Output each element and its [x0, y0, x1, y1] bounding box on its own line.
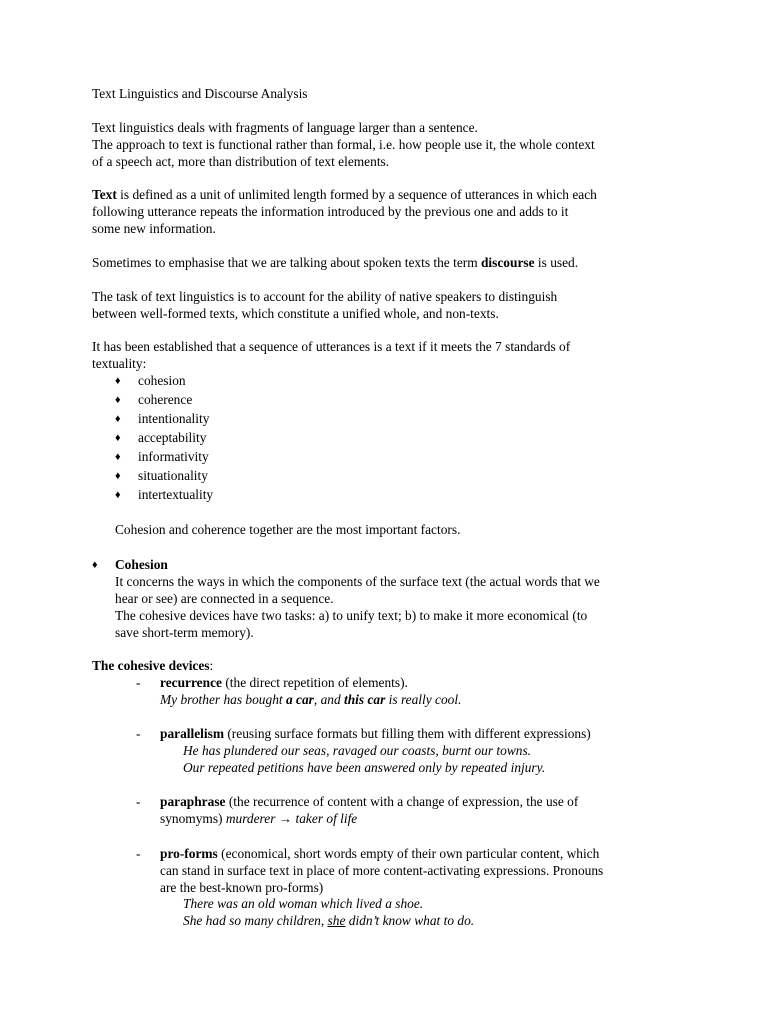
standards-line-1: It has been established that a sequence of utterances is a text if it meets the 7 standards of	[92, 339, 571, 354]
important-factors: Cohesion and coherence together are the most important factors.	[115, 522, 461, 537]
paraphrase-line-2: synomyms) murderer → taker of life	[160, 811, 358, 826]
diamond-bullet-icon: ♦	[115, 375, 121, 387]
paraphrase-term: paraphrase	[160, 794, 226, 809]
cohesion-line-3: The cohesive devices have two tasks: a) to unify text; b) to make it more economical (to	[115, 608, 588, 623]
diamond-bullet-icon: ♦	[115, 432, 121, 444]
diamond-bullet-icon: ♦	[115, 394, 121, 406]
parallelism-term: parallelism	[160, 726, 224, 741]
cohesion-heading: Cohesion	[115, 557, 168, 572]
proforms-line-3: are the best-known pro-forms)	[160, 880, 324, 895]
discourse-term: discourse	[480, 255, 535, 270]
document-title: Text Linguistics and Discourse Analysis	[92, 86, 308, 101]
parallelism-definition: parallelism (reusing surface formats but filling them with different expressions)	[160, 726, 591, 741]
intro-line-2: The approach to text is functional rather than formal, i.e. how people use it, the whole context	[92, 137, 595, 152]
standards-line-2: textuality:	[92, 356, 147, 371]
intro-line-1: Text linguistics deals with fragments of language larger than a sentence.	[92, 120, 478, 135]
recurrence-example: My brother has bought a car, and this car is really cool.	[160, 692, 462, 707]
diamond-bullet-icon: ♦	[115, 470, 121, 482]
diamond-bullet-icon: ♦	[115, 413, 121, 425]
right-arrow-icon: →	[278, 811, 293, 826]
diamond-bullet-icon: ♦	[92, 559, 98, 571]
paraphrase-definition: paraphrase (the recurrence of content with a change of expression, the use of	[160, 794, 579, 809]
task-line-2: between well-formed texts, which constitute a unified whole, and non-texts.	[92, 306, 499, 321]
text-definition-line-3: some new information.	[92, 221, 216, 236]
diamond-bullet-icon: ♦	[115, 451, 121, 463]
task-line-1: The task of text linguistics is to account for the ability of native speakers to distinguish	[92, 289, 558, 304]
text-definition-line-2: following utterance repeats the information introduced by the previous one and adds to it	[92, 204, 569, 219]
intro-line-3: of a speech act, more than distribution of text elements.	[92, 154, 390, 169]
dash-bullet: -	[136, 675, 141, 690]
document-page: Text Linguistics and Discourse Analysis Text linguistics deals with fragments of language larger than a sentence. The approach to text is functional rather than formal, i.e. how people use it, the whole context of a speech act, more than distribution of text elements. Text is defined as a unit of unlimited length formed by a sequence of utterances in which each following utterance repeats the information introduced by the previous one and adds to it some new information. Sometimes to emphasise that we are talking about spoken texts the term discourse is used. The task of text linguistics is to account for the ability of native speakers to distinguish between well-formed texts, which constitute a unified whole, and non-texts. It has been established that a sequence of utterances is a text if it meets the 7 standards of textuality: ♦ cohesion ♦ coherence ♦ intentionality ♦ acceptability ♦ informativity ♦ situationality ♦ intertextuality Cohesion and coherence together are the most important factors. ♦ Cohesion It concerns the ways in which the components of the surface text (the actual words that we hear or see) are connected in a sequence. The cohesive devices have two tasks: a) to unify text; b) to make it more economical (to save short-term memory). The cohesive devices: - recurrence (the direct repetition of elements). My brother has bought a car, and this car is really cool. - parallelism (reusing surface formats but filling them with different expressions) He has plundered our seas, ravaged our coasts, burnt our towns. Our repeated petitions have been answered only by repeated injury. - paraphrase (the recurrence of content with a change of expression, the use of synomyms) murderer → taker of life - pro-forms (economical, short words empty of their own particular content, which can stand in surface text in place of more content-activating expressions. Pronouns are the best-known pro-forms) There was an old woman which lived a shoe. She had so many children, she didn’t know what to do.	[92, 86, 604, 928]
parallelism-example-2: Our repeated petitions have been answered only by repeated injury.	[183, 760, 546, 775]
cohesion-line-2: hear or see) are connected in a sequence.	[115, 591, 334, 606]
dash-bullet: -	[136, 846, 141, 861]
dash-bullet: -	[136, 726, 141, 741]
text-term: Text	[92, 187, 117, 202]
proforms-line-2: can stand in surface text in place of more content-activating expressions. Pronouns	[160, 863, 604, 878]
discourse-paragraph: Sometimes to emphasise that we are talking about spoken texts the term discourse is used.	[92, 255, 579, 270]
proforms-example-2: She had so many children, she didn’t know what to do.	[183, 913, 475, 928]
proforms-definition: pro-forms (economical, short words empty of their own particular content, which	[160, 846, 600, 861]
diamond-bullet-icon: ♦	[115, 489, 121, 501]
devices-heading: The cohesive devices:	[92, 658, 214, 673]
cohesion-line-4: save short-term memory).	[115, 625, 254, 640]
parallelism-example-1: He has plundered our seas, ravaged our coasts, burnt our towns.	[183, 743, 532, 758]
dash-bullet: -	[136, 794, 141, 809]
proforms-term: pro-forms	[160, 846, 218, 861]
proforms-example-1: There was an old woman which lived a shoe.	[183, 896, 424, 911]
recurrence-definition: recurrence (the direct repetition of elements).	[160, 675, 408, 690]
recurrence-term: recurrence	[160, 675, 222, 690]
cohesion-line-1: It concerns the ways in which the components of the surface text (the actual words that we	[115, 574, 600, 589]
text-definition-line-1: Text is defined as a unit of unlimited length formed by a sequence of utterances in which each	[92, 187, 597, 202]
